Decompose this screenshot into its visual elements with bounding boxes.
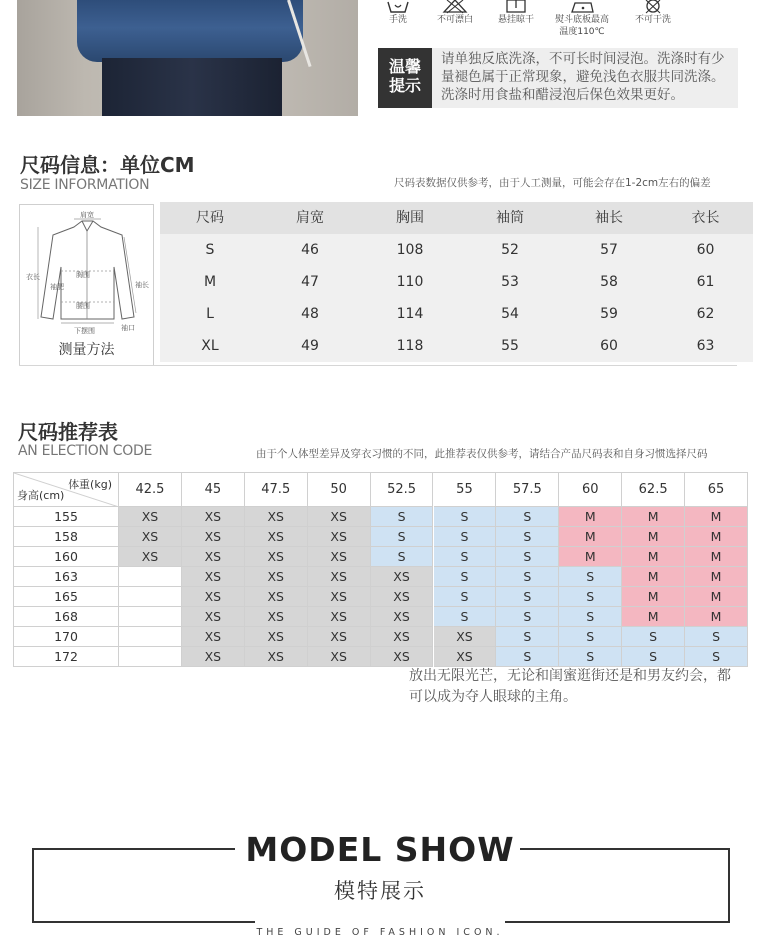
iron-icon: [569, 0, 595, 14]
tip-badge: [378, 48, 432, 108]
weight-header-cell: 62.5: [622, 473, 685, 507]
care-label: 不可干洗: [634, 15, 671, 25]
size-recommend-cell: S: [434, 547, 497, 567]
jacket-diagram-icon: [24, 209, 151, 341]
size-recommend-cell: XS: [308, 547, 371, 567]
care-label: 手洗: [388, 15, 407, 25]
size-recommend-cell: S: [496, 507, 559, 527]
size-recommend-cell: XS: [245, 627, 308, 647]
size-recommend-cell: S: [371, 527, 434, 547]
size-cell: XL: [201, 338, 219, 354]
size-recommend-cell: M: [685, 547, 748, 567]
recommend-corner-cell: [14, 473, 119, 507]
size-recommend-cell: [119, 567, 182, 587]
weight-header-cell: 45: [182, 473, 245, 507]
size-recommend-cell: XS: [245, 527, 308, 547]
recommend-header-row: [14, 473, 748, 507]
size-recommend-cell: S: [559, 627, 622, 647]
size-recommend-cell: M: [685, 507, 748, 527]
size-recommend-cell: [119, 627, 182, 647]
care-item-hang-dry: [484, 0, 548, 25]
size-recommend-cell: XS: [308, 507, 371, 527]
size-recommend-cell: XS: [308, 647, 371, 667]
recommend-row: [14, 547, 748, 567]
fashion-guide-text: THE GUIDE OF FASHION ICON.: [256, 927, 504, 938]
size-cell: 47: [301, 274, 319, 290]
size-recommend-cell: S: [496, 627, 559, 647]
size-table-row: [160, 266, 753, 298]
size-recommend-cell: XS: [245, 567, 308, 587]
size-recommend-cell: XS: [434, 647, 497, 667]
size-cell: 46: [301, 242, 319, 258]
size-cell: 63: [696, 338, 715, 354]
size-recommend-cell: XS: [182, 627, 245, 647]
size-recommend-cell: XS: [119, 507, 182, 527]
size-table-row: [160, 234, 753, 266]
recommend-row: [14, 587, 748, 607]
diagram-label-hem: 下摆围: [74, 327, 95, 335]
size-recommend-cell: XS: [245, 607, 308, 627]
size-table-row: [160, 298, 753, 330]
no-dry-clean-icon: [640, 0, 666, 14]
care-label: 熨斗底板最高: [554, 15, 609, 25]
measure-method-label: 测量方法: [58, 342, 115, 358]
size-recommend-cell: M: [685, 527, 748, 547]
size-recommend-cell: M: [559, 527, 622, 547]
size-cell: 54: [501, 306, 519, 322]
size-recommend-cell: S: [434, 607, 497, 627]
size-header-cell: 尺码: [196, 210, 224, 226]
size-recommend-cell: S: [622, 627, 685, 647]
size-recommend-cell: M: [685, 567, 748, 587]
weight-header-cell: 52.5: [371, 473, 434, 507]
care-item-iron: [550, 0, 614, 37]
size-recommend-cell: XS: [434, 627, 497, 647]
recommend-subtitle: AN ELECTION CODE: [18, 443, 153, 459]
size-recommend-cell: XS: [119, 527, 182, 547]
size-recommend-cell: S: [371, 547, 434, 567]
size-recommend-cell: M: [622, 547, 685, 567]
size-cell: 48: [301, 306, 319, 322]
size-recommend-cell: S: [559, 567, 622, 587]
size-recommend-cell: S: [434, 587, 497, 607]
size-cell: 60: [696, 242, 715, 258]
size-info-subtitle: SIZE INFORMATION: [20, 177, 150, 193]
size-info-note: 尺码表数据仅供参考，由于人工测量，可能会存在1-2cm左右的偏差: [394, 177, 711, 189]
size-header-cell: 肩宽: [296, 210, 324, 226]
size-recommend-cell: M: [685, 587, 748, 607]
size-header-cell: 衣长: [691, 210, 720, 226]
size-cell: 52: [501, 242, 519, 258]
size-recommend-cell: S: [559, 647, 622, 667]
care-label: 悬挂晾干: [497, 15, 534, 25]
size-recommend-cell: XS: [182, 507, 245, 527]
height-cell: 168: [14, 607, 119, 627]
size-cell: L: [206, 306, 214, 322]
height-cell: 155: [14, 507, 119, 527]
size-recommend-cell: M: [685, 607, 748, 627]
size-recommend-cell: M: [622, 527, 685, 547]
size-recommend-cell: XS: [308, 607, 371, 627]
hang-dry-icon: [503, 0, 529, 14]
height-cell: 172: [14, 647, 119, 667]
size-cell: S: [205, 242, 215, 258]
size-recommend-cell: [119, 647, 182, 667]
recommend-row: [14, 647, 748, 667]
size-table: [160, 202, 753, 362]
size-cell: 114: [396, 306, 424, 322]
size-recommend-cell: S: [434, 567, 497, 587]
size-cell: M: [203, 274, 217, 290]
size-recommend-cell: M: [622, 567, 685, 587]
size-table-header: [160, 202, 753, 234]
height-cell: 160: [14, 547, 119, 567]
size-recommend-cell: M: [622, 607, 685, 627]
size-cell: 118: [396, 338, 424, 354]
recommend-note: 由于个人体型差异及穿衣习惯的不同，此推荐表仅供参考，请结合产品尺码表和自身习惯选择尺码: [256, 448, 708, 460]
size-recommend-cell: XS: [245, 547, 308, 567]
size-recommend-cell: S: [685, 627, 748, 647]
size-recommend-cell: XS: [119, 547, 182, 567]
diagram-label-arm: 袖肥: [50, 283, 64, 291]
size-header-cell: 袖筒: [496, 210, 524, 226]
diagram-label-waist: 腰围: [76, 302, 90, 310]
care-label: 不可漂白: [436, 15, 473, 25]
recommend-row: [14, 507, 748, 527]
size-cell: 55: [501, 338, 519, 354]
size-cell: 60: [600, 338, 618, 354]
measurement-diagram: [19, 204, 154, 366]
height-cell: 165: [14, 587, 119, 607]
size-cell: 57: [600, 242, 618, 258]
weight-header-cell: 57.5: [496, 473, 559, 507]
size-table-row: [160, 330, 753, 362]
size-recommend-cell: S: [496, 647, 559, 667]
height-cell: 163: [14, 567, 119, 587]
jeans-image: [102, 58, 282, 116]
diagram-label-cuff: 袖口: [121, 324, 135, 332]
size-recommend-cell: XS: [245, 507, 308, 527]
size-recommend-cell: S: [371, 507, 434, 527]
size-recommend-cell: XS: [371, 607, 434, 627]
size-recommend-cell: M: [622, 507, 685, 527]
size-cell: 53: [501, 274, 519, 290]
size-recommend-cell: M: [559, 507, 622, 527]
size-recommend-cell: XS: [245, 587, 308, 607]
size-cell: 49: [301, 338, 319, 354]
size-cell: 59: [600, 306, 618, 322]
size-recommend-cell: XS: [182, 647, 245, 667]
care-label-line2: 温度110℃: [559, 27, 605, 37]
diagram-label-sleeve: 袖长: [135, 281, 149, 289]
size-recommend-cell: S: [685, 647, 748, 667]
size-recommend-cell: XS: [371, 587, 434, 607]
size-recommend-cell: M: [559, 547, 622, 567]
size-cell: 62: [696, 306, 715, 322]
size-recommend-cell: XS: [182, 567, 245, 587]
size-recommend-cell: S: [496, 587, 559, 607]
size-info-title: 尺码信息：单位CM: [20, 153, 195, 177]
diagram-label-shoulder: 肩宽: [80, 211, 94, 219]
care-item-hand-wash: [366, 0, 430, 25]
size-recommend-cell: S: [496, 527, 559, 547]
size-header-cell: 袖长: [595, 210, 623, 226]
tip-text: 请单独反底洗涤，不可长时间浸泡。洗涤时有少量褪色属于正常现象，避免浅色衣服共同洗涤。洗涤时用食盐和醋浸泡后保色效果更好。: [441, 51, 725, 103]
size-recommend-cell: XS: [308, 587, 371, 607]
recommend-row: [14, 567, 748, 587]
size-recommend-cell: [119, 587, 182, 607]
recommend-title: 尺码推荐表: [18, 420, 118, 444]
tip-badge-line1: 温馨: [388, 57, 421, 76]
size-cell: 108: [396, 242, 424, 258]
size-recommend-cell: XS: [182, 607, 245, 627]
size-recommend-cell: XS: [308, 627, 371, 647]
height-cell: 158: [14, 527, 119, 547]
size-cell: 110: [396, 274, 424, 290]
size-recommend-cell: [119, 607, 182, 627]
recommend-row: [14, 607, 748, 627]
weight-axis-label: 体重(kg): [68, 478, 112, 491]
diagram-label-length: 衣长: [26, 273, 40, 281]
size-recommend-cell: S: [622, 647, 685, 667]
weight-header-cell: 60: [559, 473, 622, 507]
size-recommend-cell: S: [559, 587, 622, 607]
size-recommend-cell: XS: [371, 627, 434, 647]
size-header-cell: 胸围: [396, 210, 424, 226]
model-show-subtitle: 模特展示: [334, 879, 426, 903]
recommend-table: [13, 472, 748, 667]
size-recommend-cell: S: [496, 547, 559, 567]
diagram-label-chest: 胸围: [76, 271, 90, 279]
tip-badge-line2: 提示: [388, 76, 421, 95]
size-recommend-cell: XS: [308, 527, 371, 547]
size-recommend-cell: XS: [182, 587, 245, 607]
weight-header-cell: 65: [685, 473, 748, 507]
size-recommend-cell: XS: [371, 567, 434, 587]
model-show-title: MODEL SHOW: [245, 830, 515, 869]
size-recommend-cell: S: [434, 527, 497, 547]
weight-header-cell: 47.5: [245, 473, 308, 507]
slogan-text: 放出无限光芒，无论和闺蜜逛街还是和男友约会，都可以成为夺人眼球的主角。: [409, 668, 731, 705]
size-recommend-cell: S: [496, 567, 559, 587]
care-instructions: [378, 0, 718, 44]
size-recommend-cell: XS: [371, 647, 434, 667]
size-recommend-cell: S: [434, 507, 497, 527]
size-cell: 58: [600, 274, 618, 290]
size-recommend-cell: XS: [182, 527, 245, 547]
weight-header-cell: 50: [308, 473, 371, 507]
recommend-row: [14, 627, 748, 647]
size-table-divider: [19, 365, 737, 366]
height-axis-label: 身高(cm): [17, 489, 65, 502]
weight-header-cell: 55: [434, 473, 497, 507]
denim-jacket-image: [77, 0, 303, 62]
recommend-row: [14, 527, 748, 547]
product-photo: [17, 0, 358, 116]
hand-wash-icon: [385, 0, 411, 14]
weight-header-cell: 42.5: [119, 473, 182, 507]
size-recommend-cell: S: [496, 607, 559, 627]
care-item-no-dry-clean: [621, 0, 685, 25]
size-recommend-cell: XS: [245, 647, 308, 667]
size-recommend-cell: S: [559, 607, 622, 627]
care-item-no-bleach: [423, 0, 487, 25]
size-recommend-cell: XS: [182, 547, 245, 567]
care-tip: [378, 48, 738, 108]
no-bleach-icon: [442, 0, 468, 14]
size-recommend-cell: M: [622, 587, 685, 607]
height-cell: 170: [14, 627, 119, 647]
size-cell: 61: [696, 274, 715, 290]
size-recommend-cell: XS: [308, 567, 371, 587]
